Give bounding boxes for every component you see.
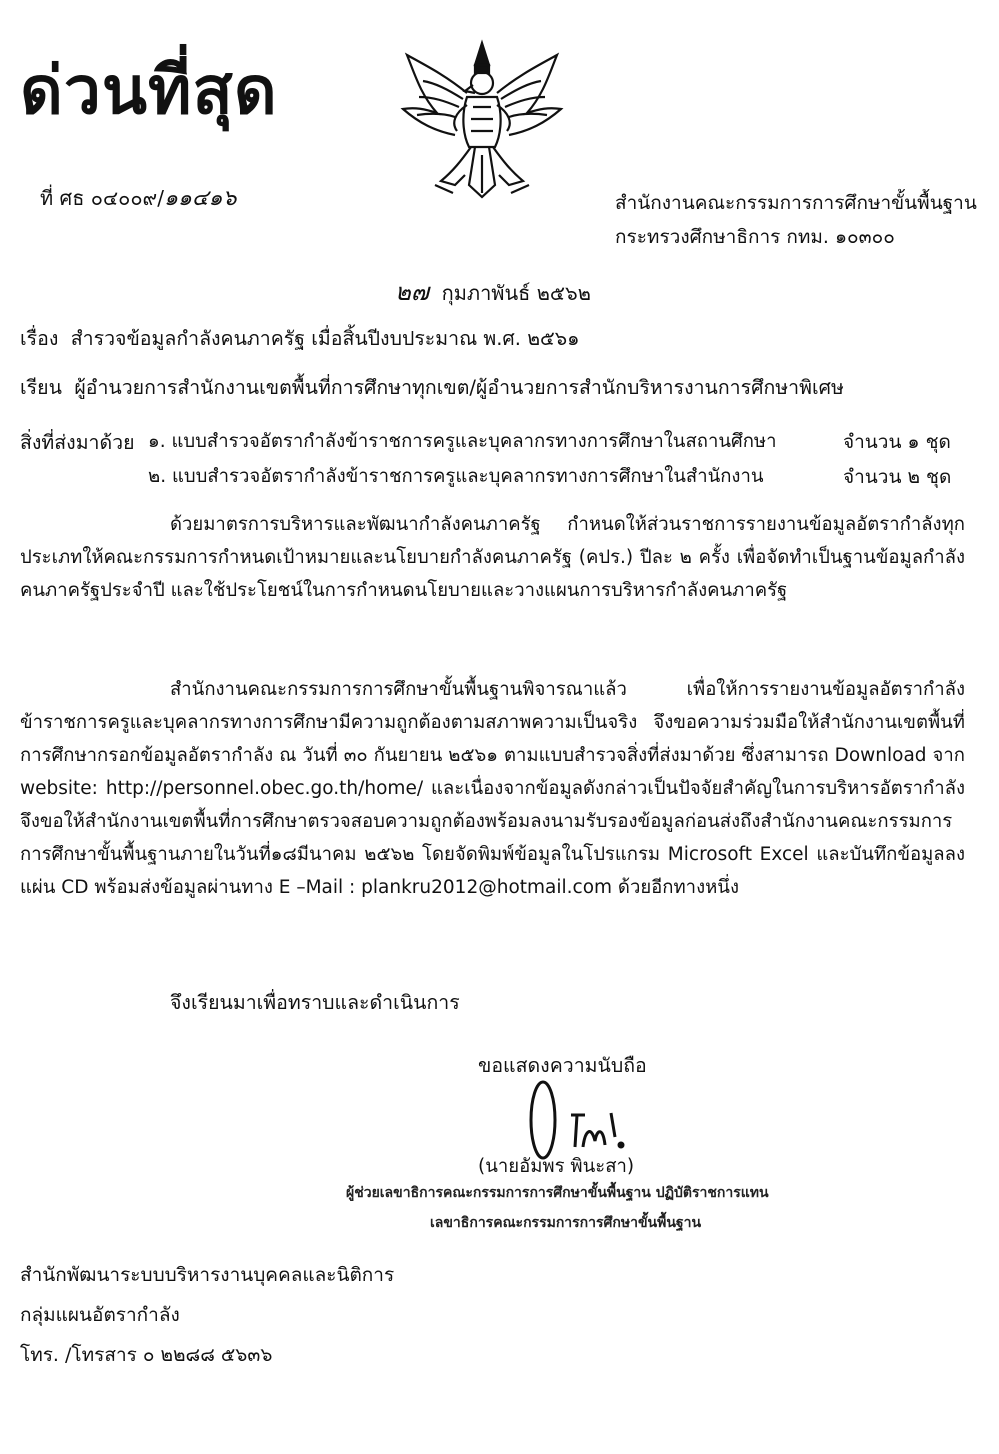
- footer-group: กลุ่มแผนอัตรากำลัง: [20, 1304, 180, 1326]
- agency-name: สำนักงานคณะกรรมการการศึกษาขั้นพื้นฐาน: [615, 192, 977, 214]
- issuing-agency: [615, 186, 977, 254]
- enclosure-item-1: ๑. แบบสำรวจอัตรากำลังข้าราชการครูและบุคลากรทางการศึกษาในสถานศึกษา: [148, 431, 777, 452]
- document-number-prefix: ที่ ศธ ๐๔๐๐๙/: [40, 186, 164, 210]
- footer-phone: โทร. /โทรสาร ๐ ๒๒๘๘ ๕๖๓๖: [20, 1344, 273, 1366]
- signer-position-line-1: ผู้ช่วยเลขาธิการคณะกรรมการการศึกษาขั้นพื้นฐาน ปฏิบัติราชการแทน: [346, 1185, 769, 1201]
- enclosure-item-2: ๒. แบบสำรวจอัตรากำลังข้าราชการครูและบุคลากรทางการศึกษาในสำนักงาน: [148, 466, 764, 487]
- contact-footer: [20, 1255, 394, 1375]
- signer-name: (นายอัมพร พินะสา): [478, 1156, 635, 1177]
- subject-line: [20, 323, 580, 354]
- agency-address: กระทรวงศึกษาธิการ กทม. ๑๐๓๐๐: [615, 226, 895, 248]
- closing-line: จึงเรียนมาเพื่อทราบและดำเนินการ: [170, 991, 460, 1014]
- regards-line: ขอแสดงความนับถือ: [478, 1054, 647, 1077]
- enclosure-qty-1: จำนวน ๑ ชุด: [843, 431, 951, 453]
- document-number: [40, 180, 236, 215]
- paragraph-1-text: ด้วยมาตรการบริหารและพัฒนากำลังคนภาครัฐ กำหนดให้ส่วนราชการรายงานข้อมูลอัตรากำลังทุกประเภทให้คณะกรรมการกำหนดเป้าหมายและนโยบายกำลังคนภาครัฐ (คปร.) ปีละ ๒ ครั้ง เพื่อจัดทำเป็นฐานข้อมูลกำลังคนภาครัฐประจำปี และใช้ประโยชน์ในการกำหนดนโยบายและวางแผนการบริหารกำลังคนภาครัฐ: [20, 514, 965, 601]
- enclosure-qty-2: จำนวน ๒ ชุด: [843, 466, 952, 488]
- letter-date: [395, 272, 591, 311]
- paragraph-2-text: สำนักงานคณะกรรมการการศึกษาขั้นพื้นฐานพิจารณาแล้ว เพื่อให้การรายงานข้อมูลอัตรากำลังข้าราชการครูและบุคลากรทางการศึกษามีความถูกต้องตามสภาพความเป็นจริง จึงขอความร่วมมือให้สำนักงานเขตพื้นที่การศึกษากรอกข้อมูลอัตรากำลัง ณ วันที่ ๓๐ กันยายน ๒๕๖๑ ตามแบบสำรวจสิ่งที่ส่งมาด้วย ซึ่งสามารถ Download จาก website: http://personnel.obec.go.th/home/ และเนื่องจากข้อมูลดังกล่าวเป็นปัจจัยสำคัญในการบริหารอัตรากำลัง จึงขอให้สำนักงานเขตพื้นที่การศึกษาตรวจสอบความถูกต้องพร้อมลงนามรับรองข้อมูลก่อนส่งถึงสำนักงานคณะกรรมการการศึกษาขั้นพื้นฐานภายในวันที่๑๘มีนาคม ๒๕๖๒ โดยจัดพิมพ์ข้อมูลในโปรแกรม Microsoft Excel และบันทึกข้อมูลลงแผ่น CD พร้อมส่งข้อมูลผ่านทาง E –Mail : plankru2012@hotmail.com ด้วยอีกทางหนึ่ง: [20, 679, 965, 898]
- date-month-year: กุมภาพันธ์ ๒๕๖๒: [441, 281, 591, 305]
- garuda-emblem-icon: [395, 35, 570, 210]
- recipient-label: เรียน: [20, 376, 62, 399]
- subject-label: เรื่อง: [20, 327, 59, 350]
- subject-text: สำรวจข้อมูลกำลังคนภาครัฐ เมื่อสิ้นปีงบประมาณ พ.ศ. ๒๕๖๑: [70, 327, 580, 350]
- document-number-handwritten: ๑๑๔๑๖: [163, 186, 237, 211]
- recipient-line: [20, 372, 844, 403]
- body-paragraph-2: [20, 673, 965, 904]
- recipient-text: ผู้อำนวยการสำนักงานเขตพื้นที่การศึกษาทุกเขต/ผู้อำนวยการสำนักบริหารงานการศึกษาพิเศษ: [74, 376, 844, 399]
- date-day-handwritten: ๒๗: [395, 278, 429, 306]
- body-paragraph-1: [20, 508, 965, 607]
- enclosures-label: สิ่งที่ส่งมาด้วย: [20, 431, 135, 454]
- footer-office: สำนักพัฒนาระบบบริหารงานบุคคลและนิติการ: [20, 1264, 395, 1286]
- signer-position-line-2: เลขาธิการคณะกรรมการการศึกษาขั้นพื้นฐาน: [430, 1215, 702, 1231]
- urgency-heading: ด่วนที่สุด: [20, 52, 278, 129]
